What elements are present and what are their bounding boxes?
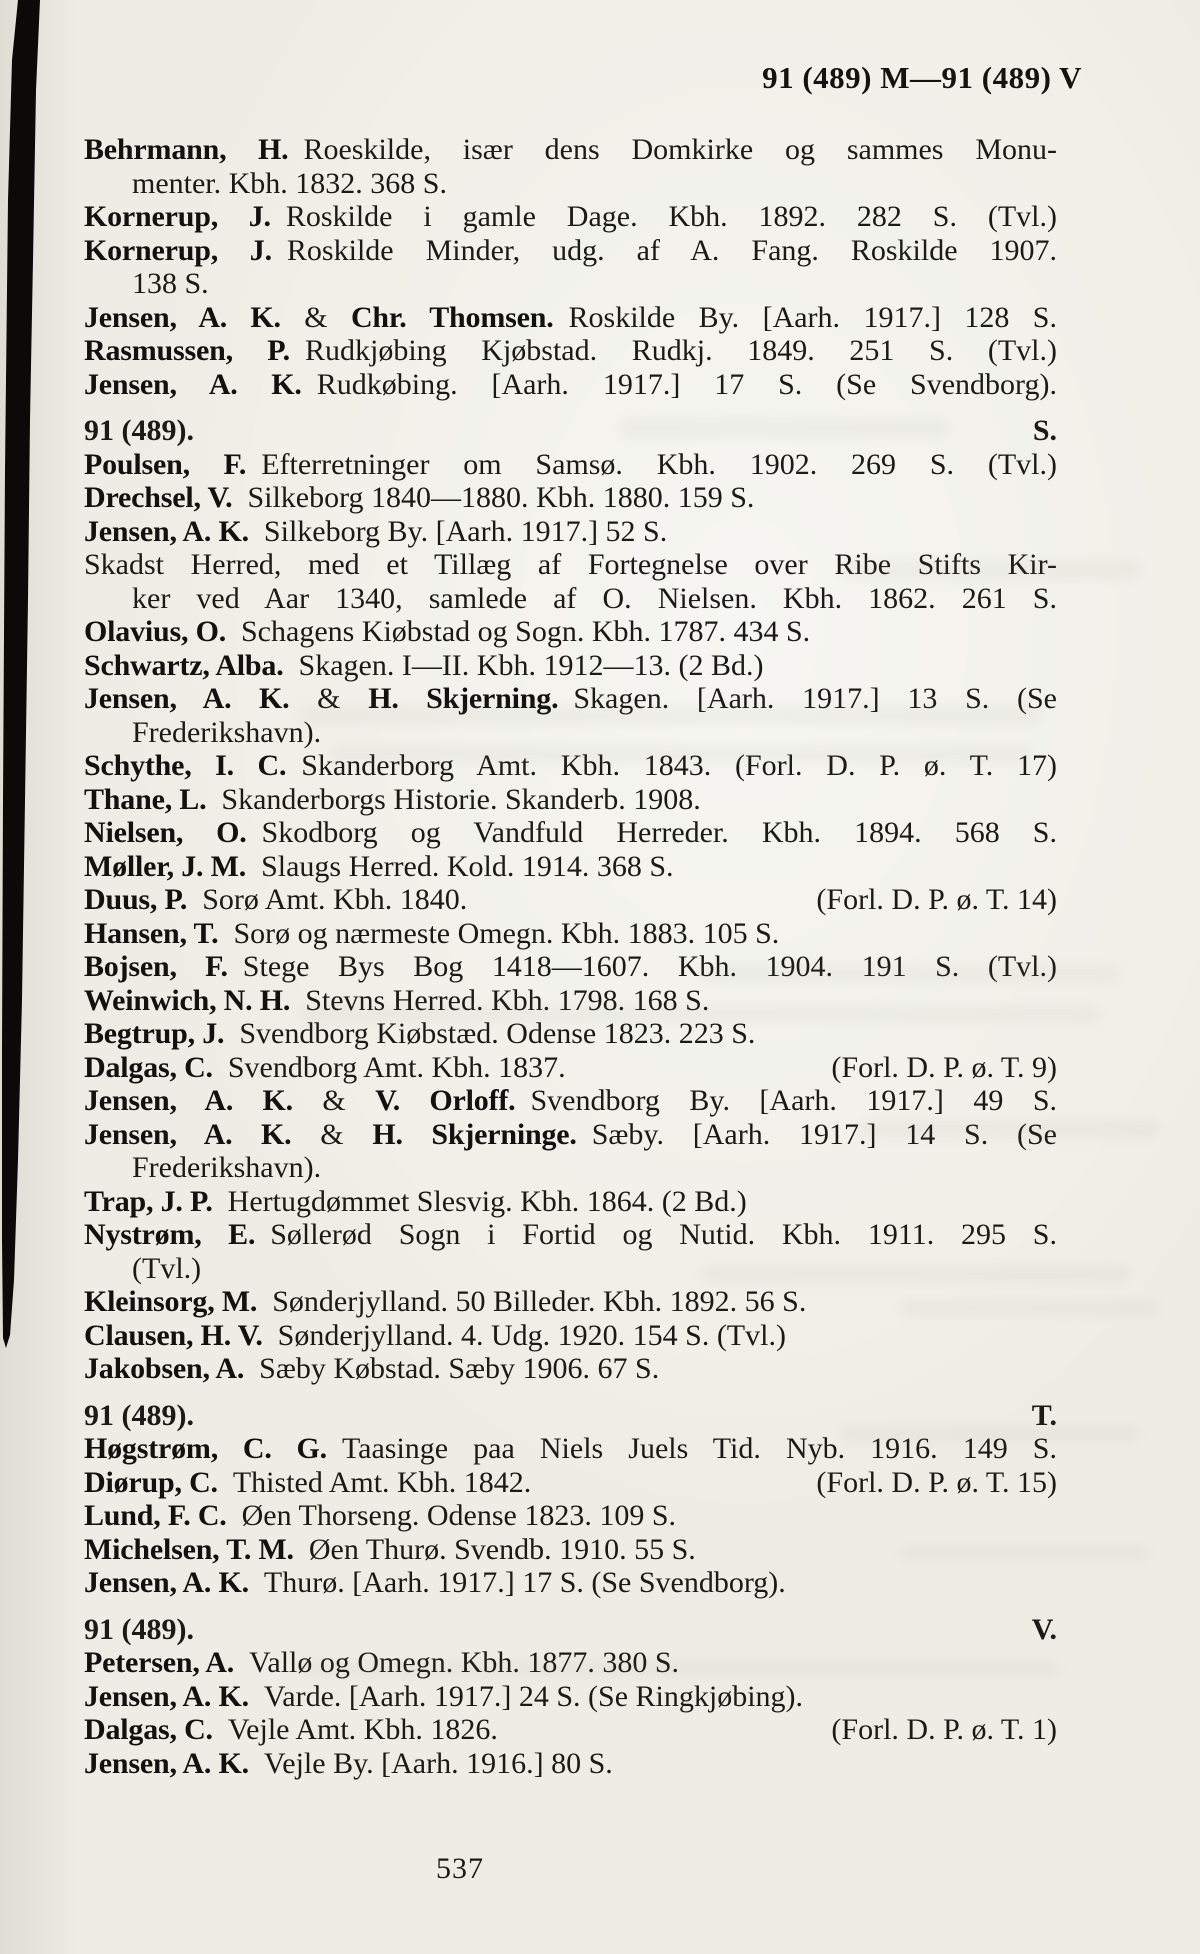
book-binding-shadow xyxy=(0,0,44,1352)
bleedthrough-smudge xyxy=(700,965,1120,983)
bibliography-text-block xyxy=(84,133,1057,1780)
author-name: Jensen, A. K. xyxy=(84,1117,292,1151)
bleedthrough-smudge xyxy=(620,418,950,438)
entry-text: Stevns Herred. Kbh. 1798. 168 S. xyxy=(290,983,710,1017)
author-name: V. Orloff. xyxy=(375,1084,516,1117)
author-name: Michelsen, T. M. xyxy=(84,1532,294,1566)
bibliography-entry-line xyxy=(84,1084,1057,1118)
entry-text: Roskilde Minder, udg. af A. Fang. Roskilde 1907. xyxy=(271,233,1057,267)
author-name: Rasmussen, P. xyxy=(84,334,290,367)
entry-text: Schagens Kiøbstad og Sogn. Kbh. 1787. 434 S. xyxy=(226,615,811,648)
publisher-ref: (Forl. D. P. ø. T. 9) xyxy=(831,1050,1057,1084)
entry-main xyxy=(84,883,467,917)
author-name: Jensen, A. K. xyxy=(84,682,290,715)
entry-text: Silkeborg By. [Aarh. 1917.] 52 S. xyxy=(248,514,668,548)
author-name: Clausen, H. V. xyxy=(84,1318,263,1352)
bleedthrough-smudge xyxy=(300,705,1040,725)
author-name: Dalgas, C. xyxy=(84,1713,213,1746)
author-name: Schwartz, Alba. xyxy=(84,648,284,682)
entry-text: Vejle By. [Aarh. 1916.] 80 S. xyxy=(248,1746,613,1780)
bibliography-entry-line xyxy=(84,1566,1057,1600)
entry-text: Øen Thorseng. Odense 1823. 109 S. xyxy=(226,1499,677,1532)
bibliography-entry-line xyxy=(84,615,1057,649)
entry-text: Sæby. [Aarh. 1917.] 14 S. (Se xyxy=(576,1117,1057,1151)
entry-text: Vallø og Omegn. Kbh. 1877. 380 S. xyxy=(234,1646,680,1679)
publisher-ref: (Forl. D. P. ø. T. 1) xyxy=(831,1713,1057,1746)
entry-text: Thurø. [Aarh. 1917.] 17 S. (Se Svendborg). xyxy=(248,1566,786,1599)
section-heading xyxy=(84,1613,1057,1647)
section-classmark: 91 (489). xyxy=(84,1398,194,1432)
publisher-ref: (Forl. D. P. ø. T. 15) xyxy=(816,1465,1057,1499)
entry-text: Rudkjøbing Kjøbstad. Rudkj. 1849. 251 S. (Tvl.) xyxy=(289,334,1057,367)
author-name: Jensen, A. K. xyxy=(84,367,302,401)
entry-text: Stege Bys Bog 1418—1607. Kbh. 1904. 191 S. (Tvl.) xyxy=(227,950,1057,983)
bleedthrough-smudge xyxy=(700,1265,1130,1283)
entry-text: ker ved Aar 1340, samlede af O. Nielsen. Kbh. 1862. 261 S. xyxy=(132,581,1057,615)
author-name: Olavius, O. xyxy=(84,615,226,648)
entry-text: Svendborg Amt. Kbh. 1837. xyxy=(212,1050,566,1084)
bibliography-entry-line xyxy=(84,448,1057,482)
entry-text: Søllerød Sogn i Fortid og Nutid. Kbh. 1911. 295 S. xyxy=(255,1218,1057,1251)
entry-text: Skagen. [Aarh. 1917.] 13 S. (Se xyxy=(558,682,1057,715)
entry-text: Svendborg Kiøbstæd. Odense 1823. 223 S. xyxy=(224,1017,756,1050)
entry-text: Roskilde i gamle Dage. Kbh. 1892. 282 S. (Tvl.) xyxy=(270,200,1058,233)
page-header: 91 (489) M—91 (489) V xyxy=(762,60,1082,95)
bibliography-entry-line xyxy=(84,1151,1057,1185)
entry-text: Skodborg og Vandfuld Herreder. Kbh. 1894. 568 S. xyxy=(246,816,1057,849)
entry-text: & xyxy=(289,682,369,715)
entry-text: Taasinge paa Niels Juels Tid. Nyb. 1916. 149 S. xyxy=(326,1432,1057,1465)
entry-text: Efterretninger om Samsø. Kbh. 1902. 269 S. (Tvl.) xyxy=(246,447,1057,481)
author-name: Lund, F. C. xyxy=(84,1499,227,1532)
bleedthrough-smudge xyxy=(900,1300,1160,1316)
bibliography-entry-line xyxy=(84,1747,1057,1781)
bibliography-entry-line xyxy=(84,481,1057,515)
bibliography-entry-line xyxy=(84,1499,1057,1533)
bibliography-entry-line xyxy=(84,368,1057,402)
entry-text: menter. Kbh. 1832. 368 S. xyxy=(132,166,447,200)
entry-text: Rudkøbing. [Aarh. 1917.] 17 S. (Se Svendborg). xyxy=(301,367,1057,401)
entry-text: Silkeborg 1840—1880. Kbh. 1880. 159 S. xyxy=(232,481,755,514)
bibliography-entry-line xyxy=(84,1466,1057,1500)
bleedthrough-smudge xyxy=(330,745,1030,763)
author-name: Kleinsorg, M. xyxy=(84,1285,258,1318)
entry-text: & xyxy=(292,1084,376,1117)
section-letter: S. xyxy=(1032,414,1057,447)
page-number: 537 xyxy=(436,1852,484,1885)
author-name: Dalgas, C. xyxy=(84,1050,213,1084)
bibliography-entry-line xyxy=(84,200,1057,234)
bibliography-entry-line xyxy=(84,301,1057,335)
author-name: Jensen, A. K. xyxy=(84,1679,249,1713)
section-classmark: 91 (489). xyxy=(84,414,194,447)
author-name: Jensen, A. K. xyxy=(84,1566,249,1599)
bleedthrough-smudge xyxy=(900,1545,1150,1561)
publisher-ref: (Forl. D. P. ø. T. 14) xyxy=(816,883,1057,916)
entry-text: (Tvl.) xyxy=(132,1251,202,1285)
entry-text: Vejle Amt. Kbh. 1826. xyxy=(212,1713,498,1746)
bibliography-entry-line xyxy=(84,1680,1057,1714)
entry-text: Sønderjylland. 4. Udg. 1920. 154 S. (Tvl.) xyxy=(262,1318,786,1352)
bleedthrough-smudge xyxy=(860,1120,1160,1138)
entry-text: Hertugdømmet Slesvig. Kbh. 1864. (2 Bd.) xyxy=(212,1184,747,1218)
entry-main xyxy=(84,1051,566,1085)
author-name: Weinwich, N. H. xyxy=(84,983,291,1017)
author-name: Kornerup, J. xyxy=(84,200,271,233)
bleedthrough-smudge xyxy=(300,1005,1100,1023)
author-name: Bojsen, F. xyxy=(84,950,228,983)
bibliography-entry-line xyxy=(84,1352,1057,1386)
bibliography-entry-line xyxy=(84,1319,1057,1353)
bibliography-entry-line xyxy=(84,234,1057,268)
entry-text: Sorø og nærmeste Omegn. Kbh. 1883. 105 S. xyxy=(218,916,780,950)
entry-text: Skadst Herred, med et Tillæg af Fortegnelse over Ribe Stifts Kir- xyxy=(84,548,1057,581)
bleedthrough-smudge xyxy=(840,560,1140,580)
author-name: Høgstrøm, C. G. xyxy=(84,1432,327,1465)
author-name: Jensen, A. K. xyxy=(84,1084,293,1117)
author-name: Begtrup, J. xyxy=(84,1017,225,1050)
bibliography-entry-line xyxy=(84,167,1057,201)
bibliography-entry-line xyxy=(84,816,1057,850)
bleedthrough-smudge xyxy=(300,1660,1060,1678)
bibliography-entry-line xyxy=(84,133,1057,167)
bleedthrough-smudge xyxy=(840,1425,1140,1443)
bibliography-entry-line xyxy=(84,850,1057,884)
author-name: Diørup, C. xyxy=(84,1465,218,1499)
section-letter: V. xyxy=(1031,1612,1057,1646)
bibliography-entry-line xyxy=(84,783,1057,817)
author-name: Jakobsen, A. xyxy=(84,1352,245,1385)
entry-text: Øen Thurø. Svendb. 1910. 55 S. xyxy=(293,1532,696,1566)
entry-text: Frederikshavn). xyxy=(132,1151,322,1184)
author-name: Duus, P. xyxy=(84,883,188,916)
bibliography-entry-line xyxy=(84,1185,1057,1219)
bibliography-entry-line xyxy=(84,267,1057,301)
entry-text: Thisted Amt. Kbh. 1842. xyxy=(217,1465,532,1499)
author-name: Schythe, I. C. xyxy=(84,749,287,782)
author-name: Jensen, A. K. xyxy=(84,300,281,334)
bibliography-entry-line xyxy=(84,515,1057,549)
entry-text: Sorø Amt. Kbh. 1840. xyxy=(187,883,468,916)
author-name: Nystrøm, E. xyxy=(84,1218,256,1251)
entry-text: Frederikshavn). xyxy=(132,715,322,749)
author-name: Trap, J. P. xyxy=(84,1184,213,1218)
entry-text: Roeskilde, især dens Domkirke og sammes Monu- xyxy=(288,133,1057,166)
author-name: Thane, L. xyxy=(84,782,207,816)
entry-text: Slaugs Herred. Kold. 1914. 368 S. xyxy=(246,849,674,883)
entry-text: & xyxy=(291,1117,373,1151)
bibliography-entry-line xyxy=(84,649,1057,683)
author-name: Møller, J. M. xyxy=(84,849,247,883)
entry-text: Roskilde By. [Aarh. 1917.] 128 S. xyxy=(553,300,1057,334)
author-name: Chr. Thomsen. xyxy=(350,300,554,334)
bibliography-entry-line xyxy=(84,1713,1057,1747)
entry-text: Skanderborg Amt. Kbh. 1843. (Forl. D. P. ø. T. 17) xyxy=(286,749,1057,782)
author-name: Nielsen, O. xyxy=(84,816,247,849)
bibliography-entry-line xyxy=(84,883,1057,917)
entry-text: & xyxy=(280,300,351,334)
bibliography-entry-line xyxy=(84,917,1057,951)
author-name: Poulsen, F. xyxy=(84,447,247,481)
entry-text: Sæby Købstad. Sæby 1906. 67 S. xyxy=(244,1352,660,1385)
entry-text: Skanderborgs Historie. Skanderb. 1908. xyxy=(206,782,701,816)
entry-text: 138 S. xyxy=(132,267,209,300)
author-name: H. Skjerninge. xyxy=(372,1117,577,1151)
author-name: Hansen, T. xyxy=(84,916,219,950)
bibliography-entry-line xyxy=(84,334,1057,368)
author-name: H. Skjerning. xyxy=(368,682,559,715)
section-letter: T. xyxy=(1031,1398,1057,1432)
entry-text: Varde. [Aarh. 1917.] 24 S. (Se Ringkjøbing). xyxy=(248,1679,804,1713)
entry-text: Svendborg By. [Aarh. 1917.] 49 S. xyxy=(515,1084,1058,1117)
author-name: Petersen, A. xyxy=(84,1646,235,1679)
author-name: Kornerup, J. xyxy=(84,233,272,267)
entry-main xyxy=(84,1713,498,1747)
author-name: Jensen, A. K. xyxy=(84,1746,249,1780)
bibliography-entry-line xyxy=(84,1218,1057,1252)
bibliography-entry-line xyxy=(84,582,1057,616)
author-name: Behrmann, H. xyxy=(84,133,289,166)
entry-main xyxy=(84,1466,531,1500)
section-classmark: 91 (489). xyxy=(84,1612,194,1646)
entry-text: Sønderjylland. 50 Billeder. Kbh. 1892. 56 S. xyxy=(257,1285,807,1318)
author-name: Drechsel, V. xyxy=(84,481,233,514)
author-name: Jensen, A. K. xyxy=(84,514,249,548)
bibliography-entry-line xyxy=(84,1051,1057,1085)
entry-text: Skagen. I—II. Kbh. 1912—13. (2 Bd.) xyxy=(283,648,764,682)
